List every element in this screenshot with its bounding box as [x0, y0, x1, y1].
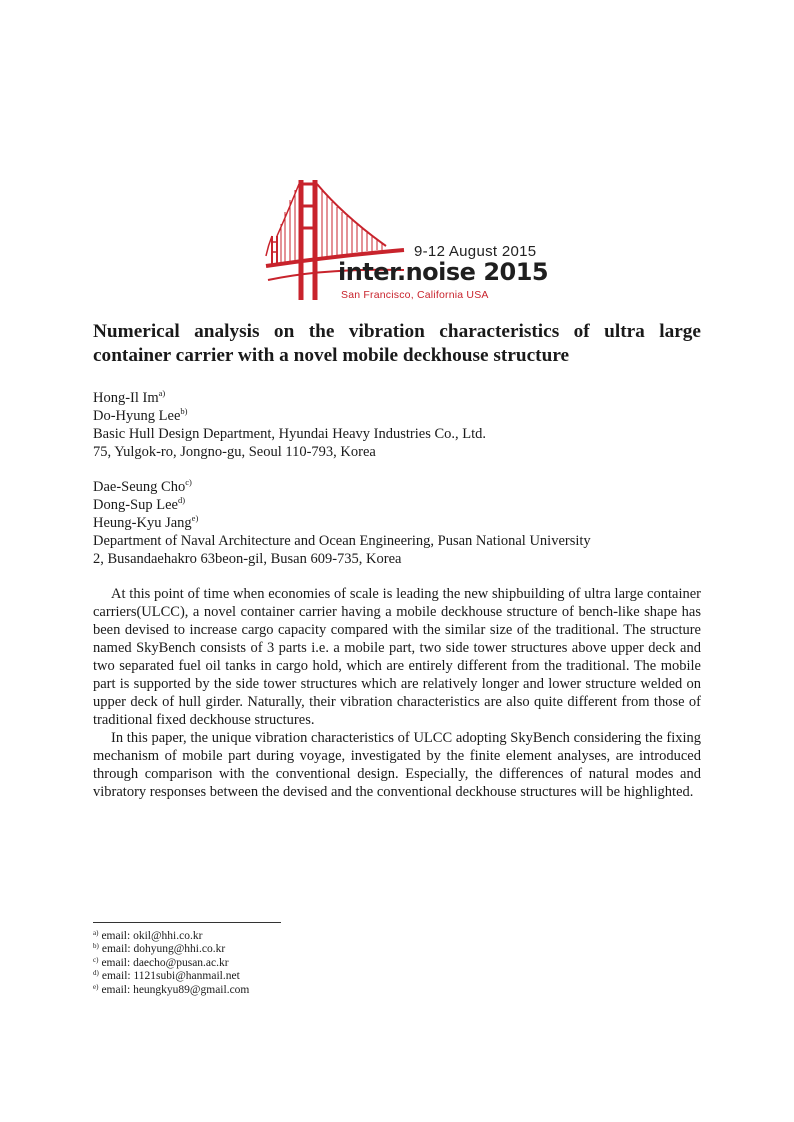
conference-date: 9-12 August 2015: [414, 243, 537, 260]
affiliation: Basic Hull Design Department, Hyundai Heavy Industries Co., Ltd.: [93, 426, 487, 442]
golden-gate-bridge-icon: [264, 176, 537, 306]
author-group-2: [93, 478, 591, 568]
abstract-paragraph-1: At this point of time when economies of scale is leading the new shipbuilding of ultra large container carriers(ULCC), a novel container carrier having a mobile deckhouse structure of bench-like shape has been devised to increase cargo capacity compared with the similar size of the traditional. The structure named SkyBench consists of 3 parts i.e. a mobile part, two side tower structures above upper deck and two separated fuel oil tanks in cargo hold, which are entirely different from the traditional. The mobile part is supported by the side tower structures which are relatively longer and lower structure welded on upper deck of hull girder. Naturally, their vibration characteristics are also quite different from those of traditional fixed deckhouse structures.: [93, 586, 701, 728]
conference-logo: [264, 176, 549, 306]
footnote: $^{d)}$ email: 1121subi@hanmail.net: [93, 969, 240, 983]
author-name: Dong-Sup Lee$^{d)}$: [93, 495, 186, 513]
paper-title-line-1: Numerical analysis on the vibration characteristics of ultra large: [93, 321, 701, 342]
paper-title-line-2: container carrier with a novel mobile deckhouse structure: [93, 345, 570, 366]
abstract: [93, 585, 701, 801]
conference-location: San Francisco, California USA: [341, 289, 489, 301]
author-name: Dae-Seung Cho$^{c)}$: [93, 477, 192, 495]
paper-title: [93, 320, 701, 368]
footnote: $^{a)}$ email: okil@hhi.co.kr: [93, 929, 203, 942]
footnote: $^{c)}$ email: daecho@pusan.ac.kr: [93, 955, 229, 969]
address: 75, Yulgok-ro, Jongno-gu, Seoul 110-793, Korea: [93, 444, 376, 460]
footnotes: [93, 930, 249, 997]
author-name: Do-Hyung Lee$^{b)}$: [93, 406, 188, 424]
footnote: $^{e)}$ email: heungkyu89@gmail.com: [93, 982, 250, 996]
author-group-1: [93, 389, 486, 461]
footnote: $^{b)}$ email: dohyung@hhi.co.kr: [93, 942, 226, 956]
affiliation: Department of Naval Architecture and Ocean Engineering, Pusan National University: [93, 533, 591, 549]
address: 2, Busandaehakro 63beon-gil, Busan 609-735, Korea: [93, 551, 402, 567]
footnote-divider: [93, 922, 281, 923]
abstract-paragraph-2: In this paper, the unique vibration characteristics of ULCC adopting SkyBench considering the fixing mechanism of mobile part during voyage, investigated by the finite element analyses, are introduced through comparison with the conventional design. Especially, the differences of natural modes and vibratory responses between the devised and the conventional deckhouse structures will be highlighted.: [93, 730, 701, 800]
author-name: Hong-Il Im$^{a)}$: [93, 388, 166, 406]
author-name: Heung-Kyu Jang$^{e)}$: [93, 513, 199, 531]
conference-name: inter.noise 2015: [338, 258, 549, 286]
